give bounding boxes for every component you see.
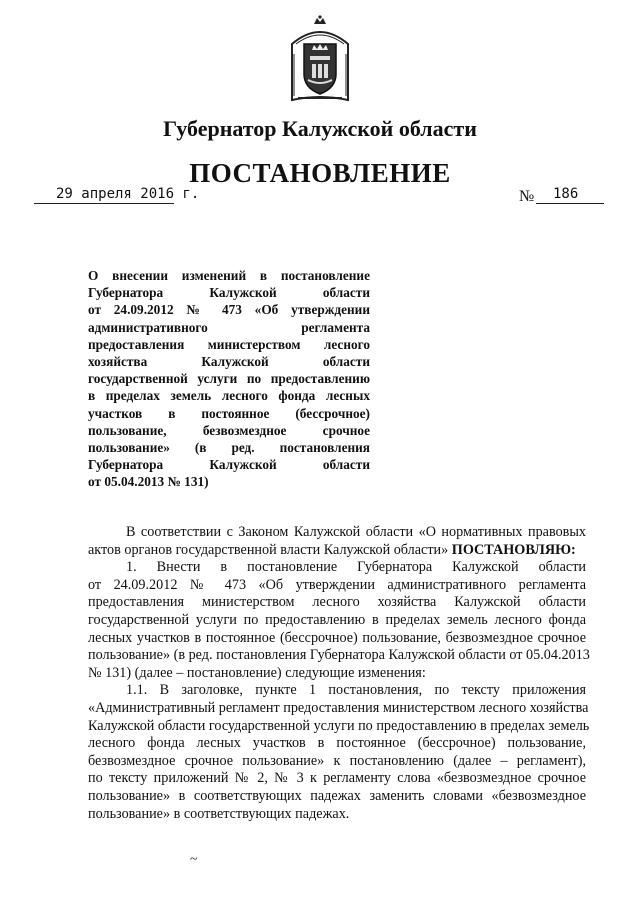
body-line: Калужской области государственной услуги по предоставлению в пределах земель — [88, 717, 590, 734]
document-date: 29 апреля 2016 г. — [56, 186, 200, 202]
number-underline — [536, 203, 604, 204]
body-text: актов органов государственной власти Калужской области» — [88, 541, 449, 558]
document-type: ПОСТАНОВЛЕНИЕ — [189, 158, 451, 188]
subject-line: Губернатора Калужской области — [88, 457, 370, 473]
body-line: 1.1. В заголовке, пункте 1 постановления, по тексту приложения — [126, 682, 586, 699]
subject-line: Губернатора Калужской области — [88, 285, 370, 301]
subject-line: хозяйства Калужской области — [88, 354, 370, 370]
scan-mark: ~ — [190, 852, 198, 867]
body-line: лесного фонда лесных участков в постоянное (бессрочное) пользование, — [88, 735, 586, 752]
decree-word: ПОСТАНОВЛЯЮ: — [451, 541, 576, 558]
body-line: № 131) (далее – постановление) следующие изменения: — [88, 664, 426, 681]
subject-line: в пределах земель лесного фонда лесных — [88, 388, 370, 404]
body-line: пользование» (в ред. постановления Губернатора Калужской области от 05.04.2013 — [88, 647, 590, 664]
subject-line: пользование, безвозмездное срочное — [88, 422, 370, 438]
subject-line: административного регламента — [88, 319, 370, 335]
body-line: В соответствии с Законом Калужской области «О нормативных правовых — [126, 524, 586, 540]
subject-block — [88, 267, 370, 491]
body-line: государственной услуги по предоставлению в пределах земель лесного фонда — [88, 611, 586, 628]
body-line: «Административный регламент предоставления министерством лесного хозяйства — [88, 699, 589, 716]
document-number: 186 — [553, 186, 579, 202]
body-line — [88, 542, 586, 560]
subject-line: пользование» (в ред. постановления — [88, 440, 370, 456]
body-line: пользование» в соответствующих падежах заменить словами «безвозмездное — [88, 787, 586, 804]
subject-line: от 24.09.2012 № 473 «Об утверждении — [88, 302, 370, 318]
subject-line: государственной услуги по предоставлению — [88, 371, 370, 387]
subject-line: участков в постоянное (бессрочное) — [88, 405, 370, 421]
subject-line: предоставления министерством лесного — [88, 336, 370, 352]
body-line: от 24.09.2012 № 473 «Об утверждении административного регламента — [88, 576, 586, 593]
subject-line: О внесении изменений в постановление — [88, 268, 370, 283]
subject-line: от 05.04.2013 № 131) — [88, 474, 209, 490]
body-line: 1. Внести в постановление Губернатора Калужской области — [126, 559, 586, 576]
coat-of-arms-icon — [284, 14, 356, 106]
body-line: по тексту приложений № 2, № 3 к регламенту слова «безвозмездное срочное — [88, 770, 586, 787]
date-underline — [34, 203, 174, 204]
issuer-title: Губернатор Калужской области — [163, 116, 477, 141]
number-label: № — [519, 188, 535, 205]
document-body — [88, 524, 590, 823]
body-line: лесных участков в постоянное (бессрочное) пользование, безвозмездное срочное — [88, 629, 586, 646]
body-line: пользование» в соответствующих падежах. — [88, 805, 350, 822]
body-line: предоставления министерством лесного хозяйства Калужской области — [88, 594, 586, 611]
body-line: безвозмездное срочное пользование» к постановлению (далее – регламент), — [88, 752, 586, 769]
